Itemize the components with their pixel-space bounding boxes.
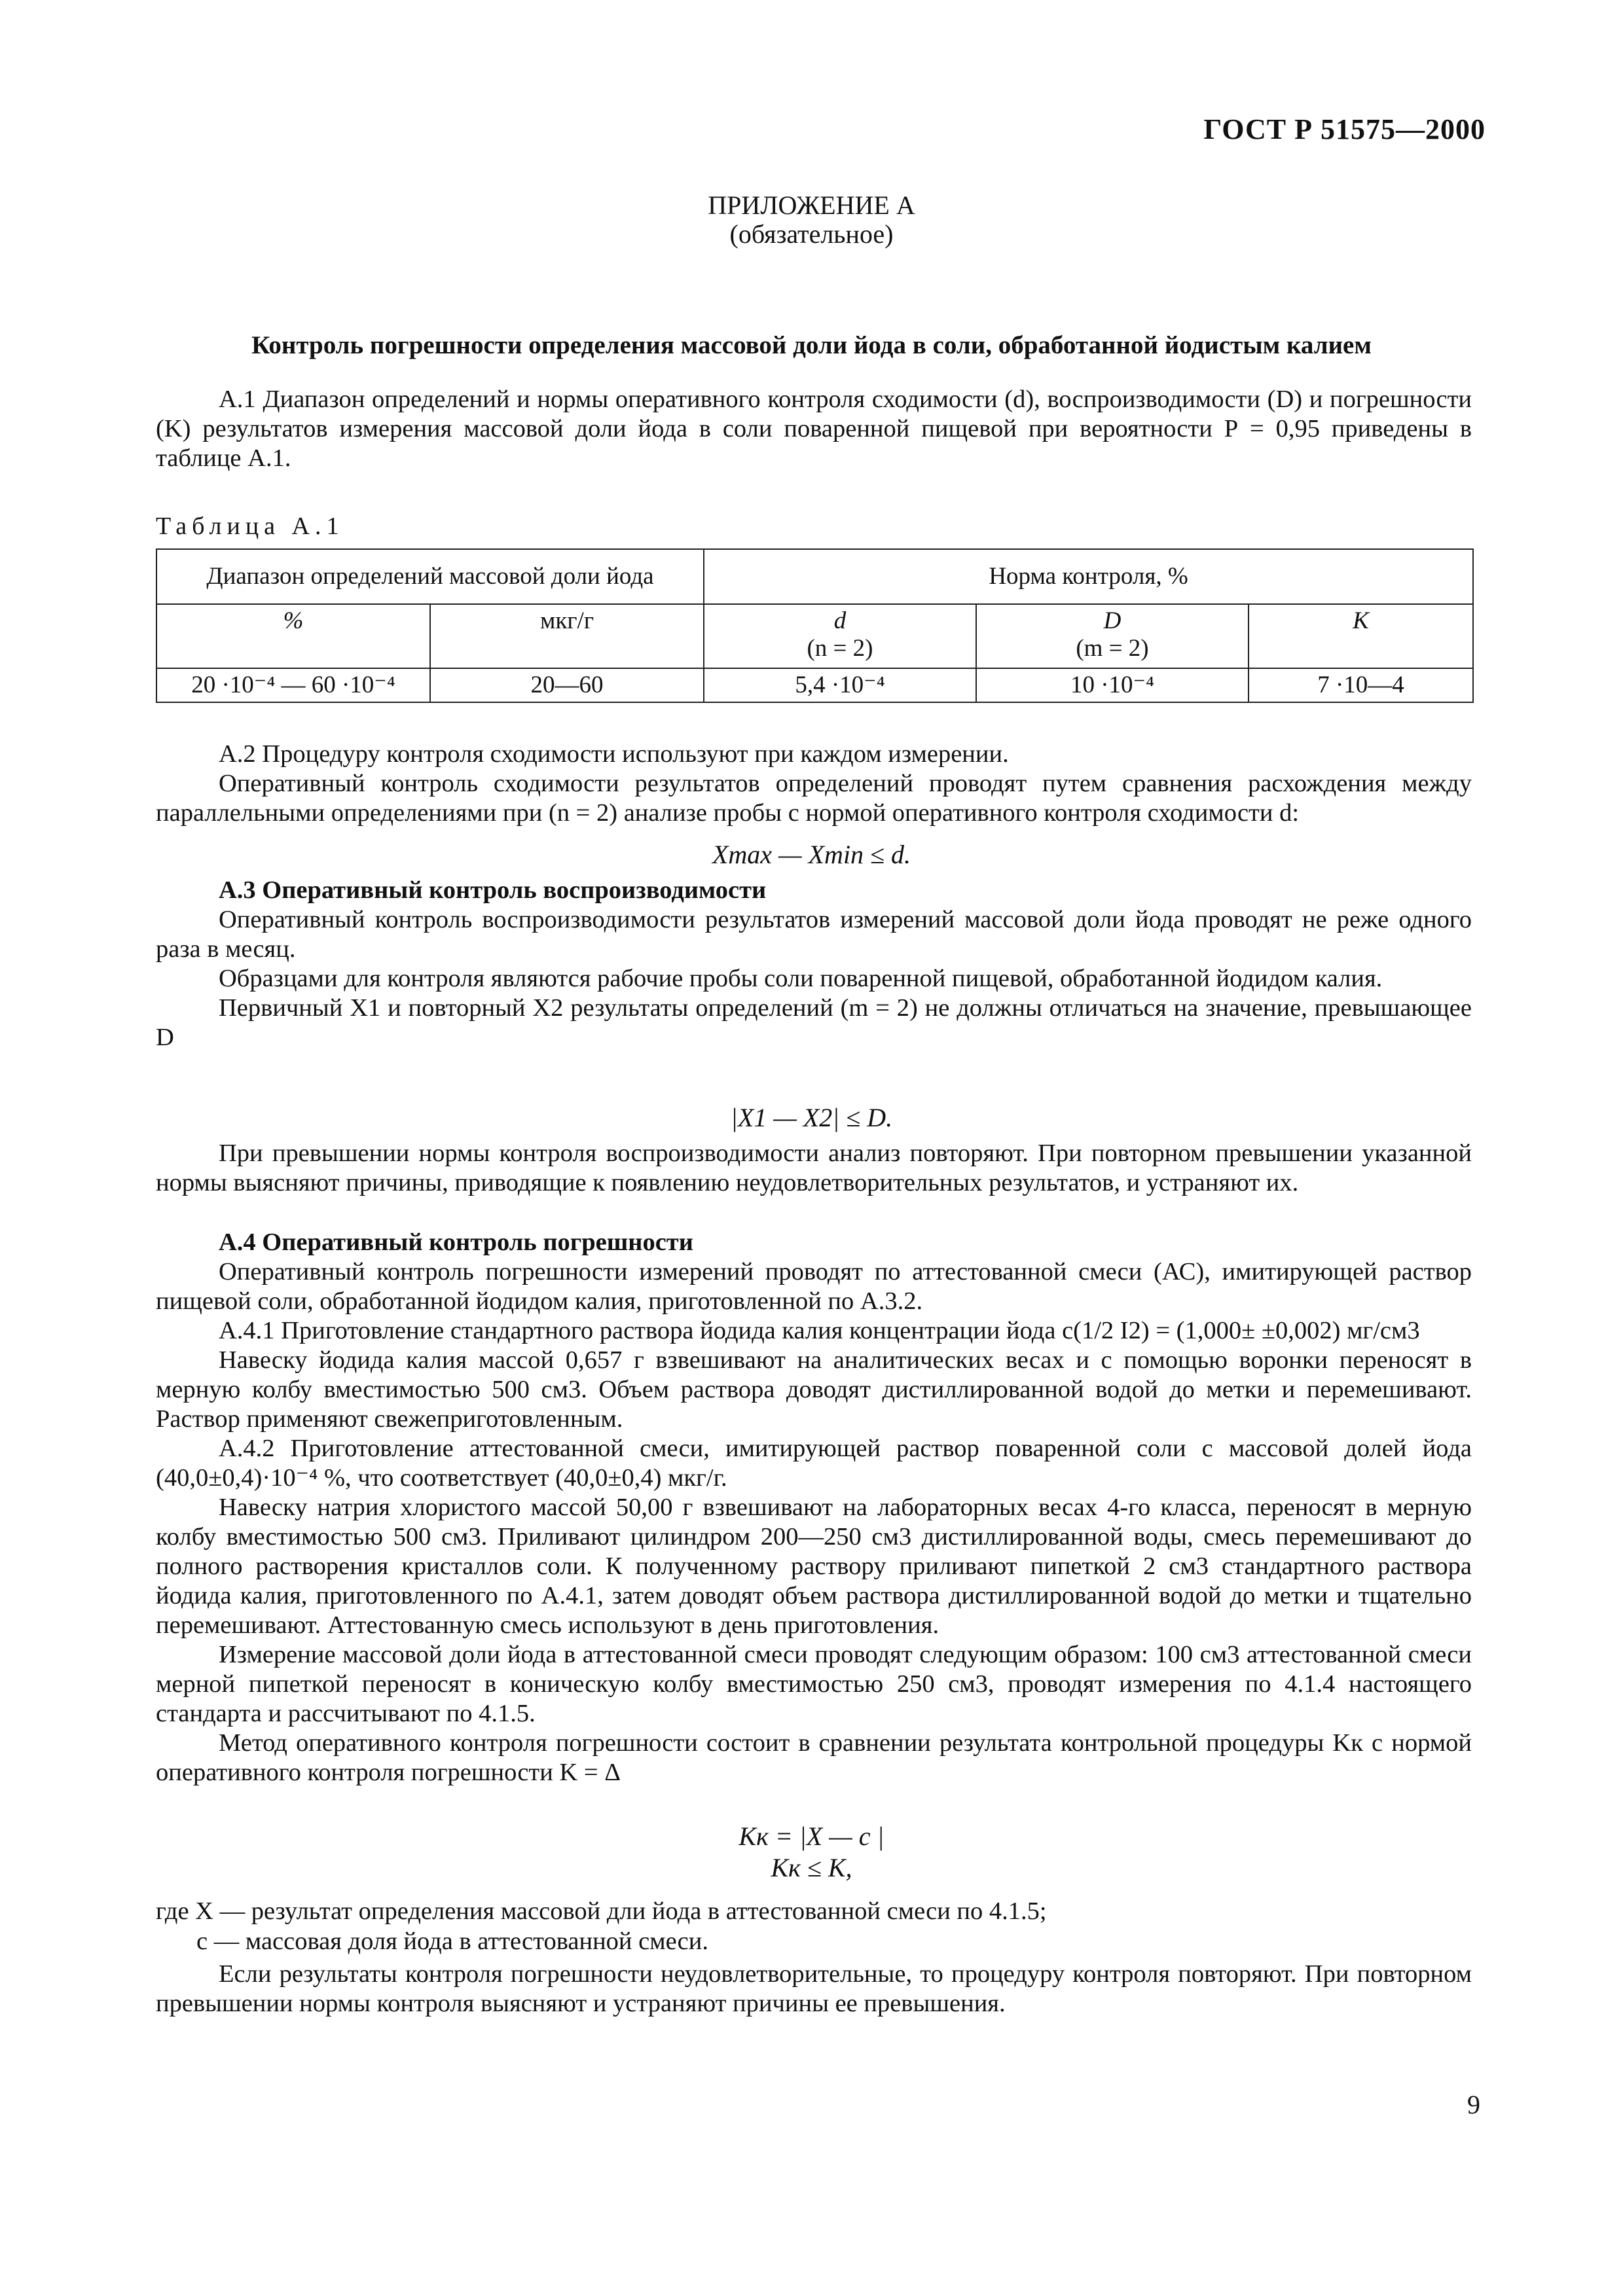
col-percent: % <box>156 604 430 668</box>
a4-heading: А.4 Оперативный контроль погрешности <box>219 1229 693 1256</box>
annex-title: ПРИЛОЖЕНИЕ А <box>708 190 915 220</box>
table-caption: Таблица А.1 <box>156 512 344 540</box>
cell-K: 7 ·10—4 <box>1249 668 1473 702</box>
a4-line-7: Метод оперативного контроля погрешности состоит в сравнении результата контрольной процедуры Kк с нормой оперативного контроля погрешности K = Δ <box>156 1729 1472 1786</box>
a3-line-1: Оперативный контроль воспроизводимости результатов измерений массовой доли йода проводят не реже одного раза в месяц. <box>156 906 1472 963</box>
where-x: где X — результат определения массовой дли йода в аттестованной смеси по 4.1.5; <box>156 1897 1047 1925</box>
a4-line-3: Навеску йодида калия массой 0,657 г взвешивают на аналитических весах и с помощью воронки переносят в мерную колбу вместимостью 500 см3. Объем раствора доводят дистиллированной водой до метки и перемешивают. Раствор применяют свежеприготовленным. <box>156 1346 1472 1433</box>
formula-reproducibility: |X1 — X2| ≤ D. <box>730 1103 893 1132</box>
paragraph-a1 <box>156 385 1472 473</box>
col-mkg: мкг/г <box>430 604 704 668</box>
a3-after-text: При превышении нормы контроля воспроизводимости анализ повторяют. При повторном превышении указанной нормы выясняют причины, приводящие к появлению неудовлетворительных результатов, и устраняют их. <box>156 1139 1472 1196</box>
a3-heading: А.3 Оперативный контроль воспроизводимости <box>219 876 767 904</box>
col-d-symbol: d <box>833 607 847 634</box>
paragraph-final <box>156 1960 1472 2018</box>
final-text: Если результаты контроля погрешности неудовлетворительные, то процедуру контроля повторяют. При повторном превышении нормы контроля выясняют и устраняют причины ее превышения. <box>156 1960 1472 2017</box>
a4-line-6: Измерение массовой доли йода в аттестованной смеси проводят следующим образом: 100 см3 аттестованной смеси мерной пипеткой переносят в коническую колбу вместимостью 250 см3, проводят измерения по 4.1.4 настоящего стандарта и рассчитывают по 4.1.5. <box>156 1641 1472 1727</box>
a4-line-2: А.4.1 Приготовление стандартного раствора йодида калия концентрации йода с(1/2 I2) = (1,000± ±0,002) мг/см3 <box>219 1317 1420 1344</box>
a2-line-1: А.2 Процедуру контроля сходимости используют при каждом измерении. <box>219 740 1009 768</box>
cell-D: 10 ·10⁻⁴ <box>976 668 1249 702</box>
col-d-note: (n = 2) <box>807 635 873 662</box>
section-title: Контроль погрешности определения массовой доли йода в соли, обработанной йодистым калием <box>251 331 1372 359</box>
cell-percent: 20 ·10⁻⁴ — 60 ·10⁻⁴ <box>156 668 430 702</box>
cell-mkg: 20—60 <box>430 668 704 702</box>
a1-text: А.1 Диапазон определений и нормы оперативного контроля сходимости (d), воспроизводимости (D) и погрешности (K) результатов измерения массовой доли йода в соли поваренной пищевой при вероятности Р = 0,95 приведены в таблице А.1. <box>156 386 1472 472</box>
paragraph-a4 <box>156 1228 1472 1787</box>
table-header-row-2 <box>156 604 1473 668</box>
formula-convergence: Xmax — Xmin ≤ d. <box>712 840 911 869</box>
table-row <box>156 668 1473 702</box>
annex-subtitle: (обязательное) <box>729 219 894 249</box>
header-range: Диапазон определений массовой доли йода <box>156 549 704 604</box>
where-c: c — массовая доля йода в аттестованной смеси. <box>196 1928 708 1955</box>
page-number: 9 <box>1467 2090 1480 2119</box>
formula-error-2: Kк ≤ K, <box>771 1853 852 1882</box>
a3-line-2: Образцами для контроля являются рабочие пробы соли поваренной пищевой, обработанной йодидом калия. <box>219 965 1383 992</box>
table-a1 <box>156 548 1474 703</box>
formula-error-1: Kк = |X — c | <box>739 1821 884 1851</box>
paragraph-a2 <box>156 740 1472 828</box>
col-D-symbol: D <box>1103 607 1122 634</box>
a4-line-1: Оперативный контроль погрешности измерений проводят по аттестованной смеси (АС), имитирующей раствор пищевой соли, обработанной йодидом калия, приготовленной по А.3.2. <box>156 1258 1472 1315</box>
a4-line-4: А.4.2 Приготовление аттестованной смеси, имитирующей раствор поваренной соли с массовой долей йода (40,0±0,4)·10⁻⁴ %, что соответствует (40,0±0,4) мкг/г. <box>156 1435 1472 1492</box>
paragraph-a3 <box>156 876 1472 1052</box>
col-d <box>704 604 976 668</box>
a2-line-2: Оперативный контроль сходимости результатов определений проводят путем сравнения расхождения между параллельными определениями при (n = 2) анализе пробы с нормой оперативного контроля сходимости d: <box>156 770 1472 827</box>
a4-line-5: Навеску натрия хлористого массой 50,00 г взвешивают на лабораторных весах 4-го класса, переносят в мерную колбу вместимостью 500 см3. Приливают цилиндром 200—250 см3 дистиллированной воды, смесь перемешивают до полного растворения кристаллов соли. К полученному раствору приливают пипеткой 2 см3 стандартного раствора йодида калия, приготовленного по А.4.1, затем доводят объем раствора дистиллированной водой до метки и тщательно перемешивают. Аттестованную смесь используют в день приготовления. <box>156 1494 1472 1639</box>
table-header-row-1 <box>156 549 1473 604</box>
cell-d: 5,4 ·10⁻⁴ <box>704 668 976 702</box>
col-K: K <box>1249 604 1473 668</box>
header-norm: Норма контроля, % <box>704 549 1473 604</box>
paragraph-a3-after <box>156 1139 1472 1198</box>
col-D-note: (m = 2) <box>1076 635 1149 662</box>
a3-line-3: Первичный X1 и повторный X2 результаты определений (m = 2) не должны отличаться на значение, превышающее D <box>156 994 1472 1051</box>
standard-code: ГОСТ Р 51575—2000 <box>1203 113 1486 145</box>
col-D <box>976 604 1249 668</box>
